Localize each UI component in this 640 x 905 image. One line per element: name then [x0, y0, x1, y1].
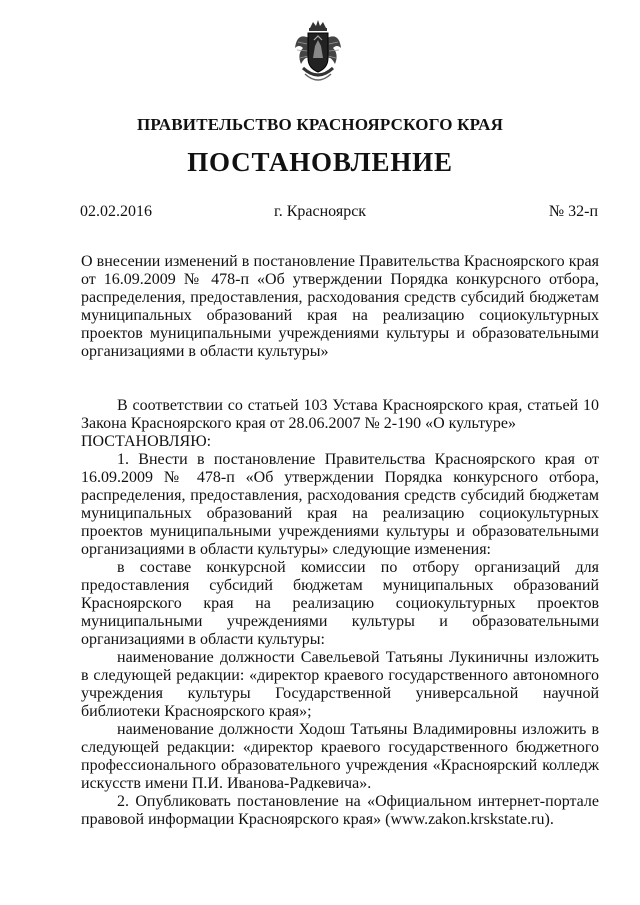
document-date: 02.02.2016 [80, 203, 152, 220]
change-2-paragraph: наименование должности Ходош Татьяны Владимировны изложить в следующей редакции: «директор краевого государственного бюджетного профессионального образовательного учреждения «Красноярский колледж искусств имени П.И. Иванова-Радкевича». [81, 721, 599, 792]
item-2-paragraph: 2. Опубликовать постановление на «Официальном интернет-портале правовой информации Красноярского края» (www.zakon.krskstate.ru). [81, 793, 599, 828]
document-city: г. Красноярск [273, 203, 367, 220]
preamble-paragraph: В соответствии со статьей 103 Устава Красноярского края, статьей 10 Закона Красноярского края от 28.06.2007 № 2-190 «О культуре» [81, 397, 599, 432]
change-1-paragraph: наименование должности Савельевой Татьяны Лукиничны изложить в следующей редакции: «директор краевого государственного автономного учреждения культуры Государственной универсальной научной библиотеки Красноярского края»; [81, 649, 599, 720]
coat-of-arms-icon [293, 18, 343, 88]
item-1-scope-paragraph: в составе конкурсной комиссии по отбору организаций для предоставления субсидий бюджетам муниципальных образований Красноярского края на реализацию социокультурных проектов муниципальными учреждениями культуры и образовательными организациями в области культуры: [81, 559, 599, 648]
document-subject [81, 253, 599, 361]
document-number: № 32-п [548, 203, 598, 220]
resolve-line: ПОСТАНОВЛЯЮ: [81, 433, 212, 450]
document-body [81, 397, 599, 829]
subject-text: О внесении изменений в постановление Правительства Красноярского края от 16.09.2009 № 478-п «Об утверждении Порядка конкурсного отбора, распределения, предоставления, расходования средств субсидий бюджетам муниципальных образований края на реализацию социокультурных проектов муниципальными учреждениями культуры и образовательными организациями в области культуры» [81, 253, 599, 360]
document-title: ПОСТАНОВЛЕНИЕ [187, 147, 453, 177]
item-1-paragraph: 1. Внести в постановление Правительства Красноярского края от 16.09.2009 № 478-п «Об утверждении Порядка конкурсного отбора, распределения, предоставления, расходования средств субсидий бюджетам муниципальных образований края на реализацию социокультурных проектов муниципальными учреждениями культуры и образовательными организациями в области культуры» следующие изменения: [81, 451, 599, 558]
government-name: ПРАВИТЕЛЬСТВО КРАСНОЯРСКОГО КРАЯ [136, 115, 504, 134]
